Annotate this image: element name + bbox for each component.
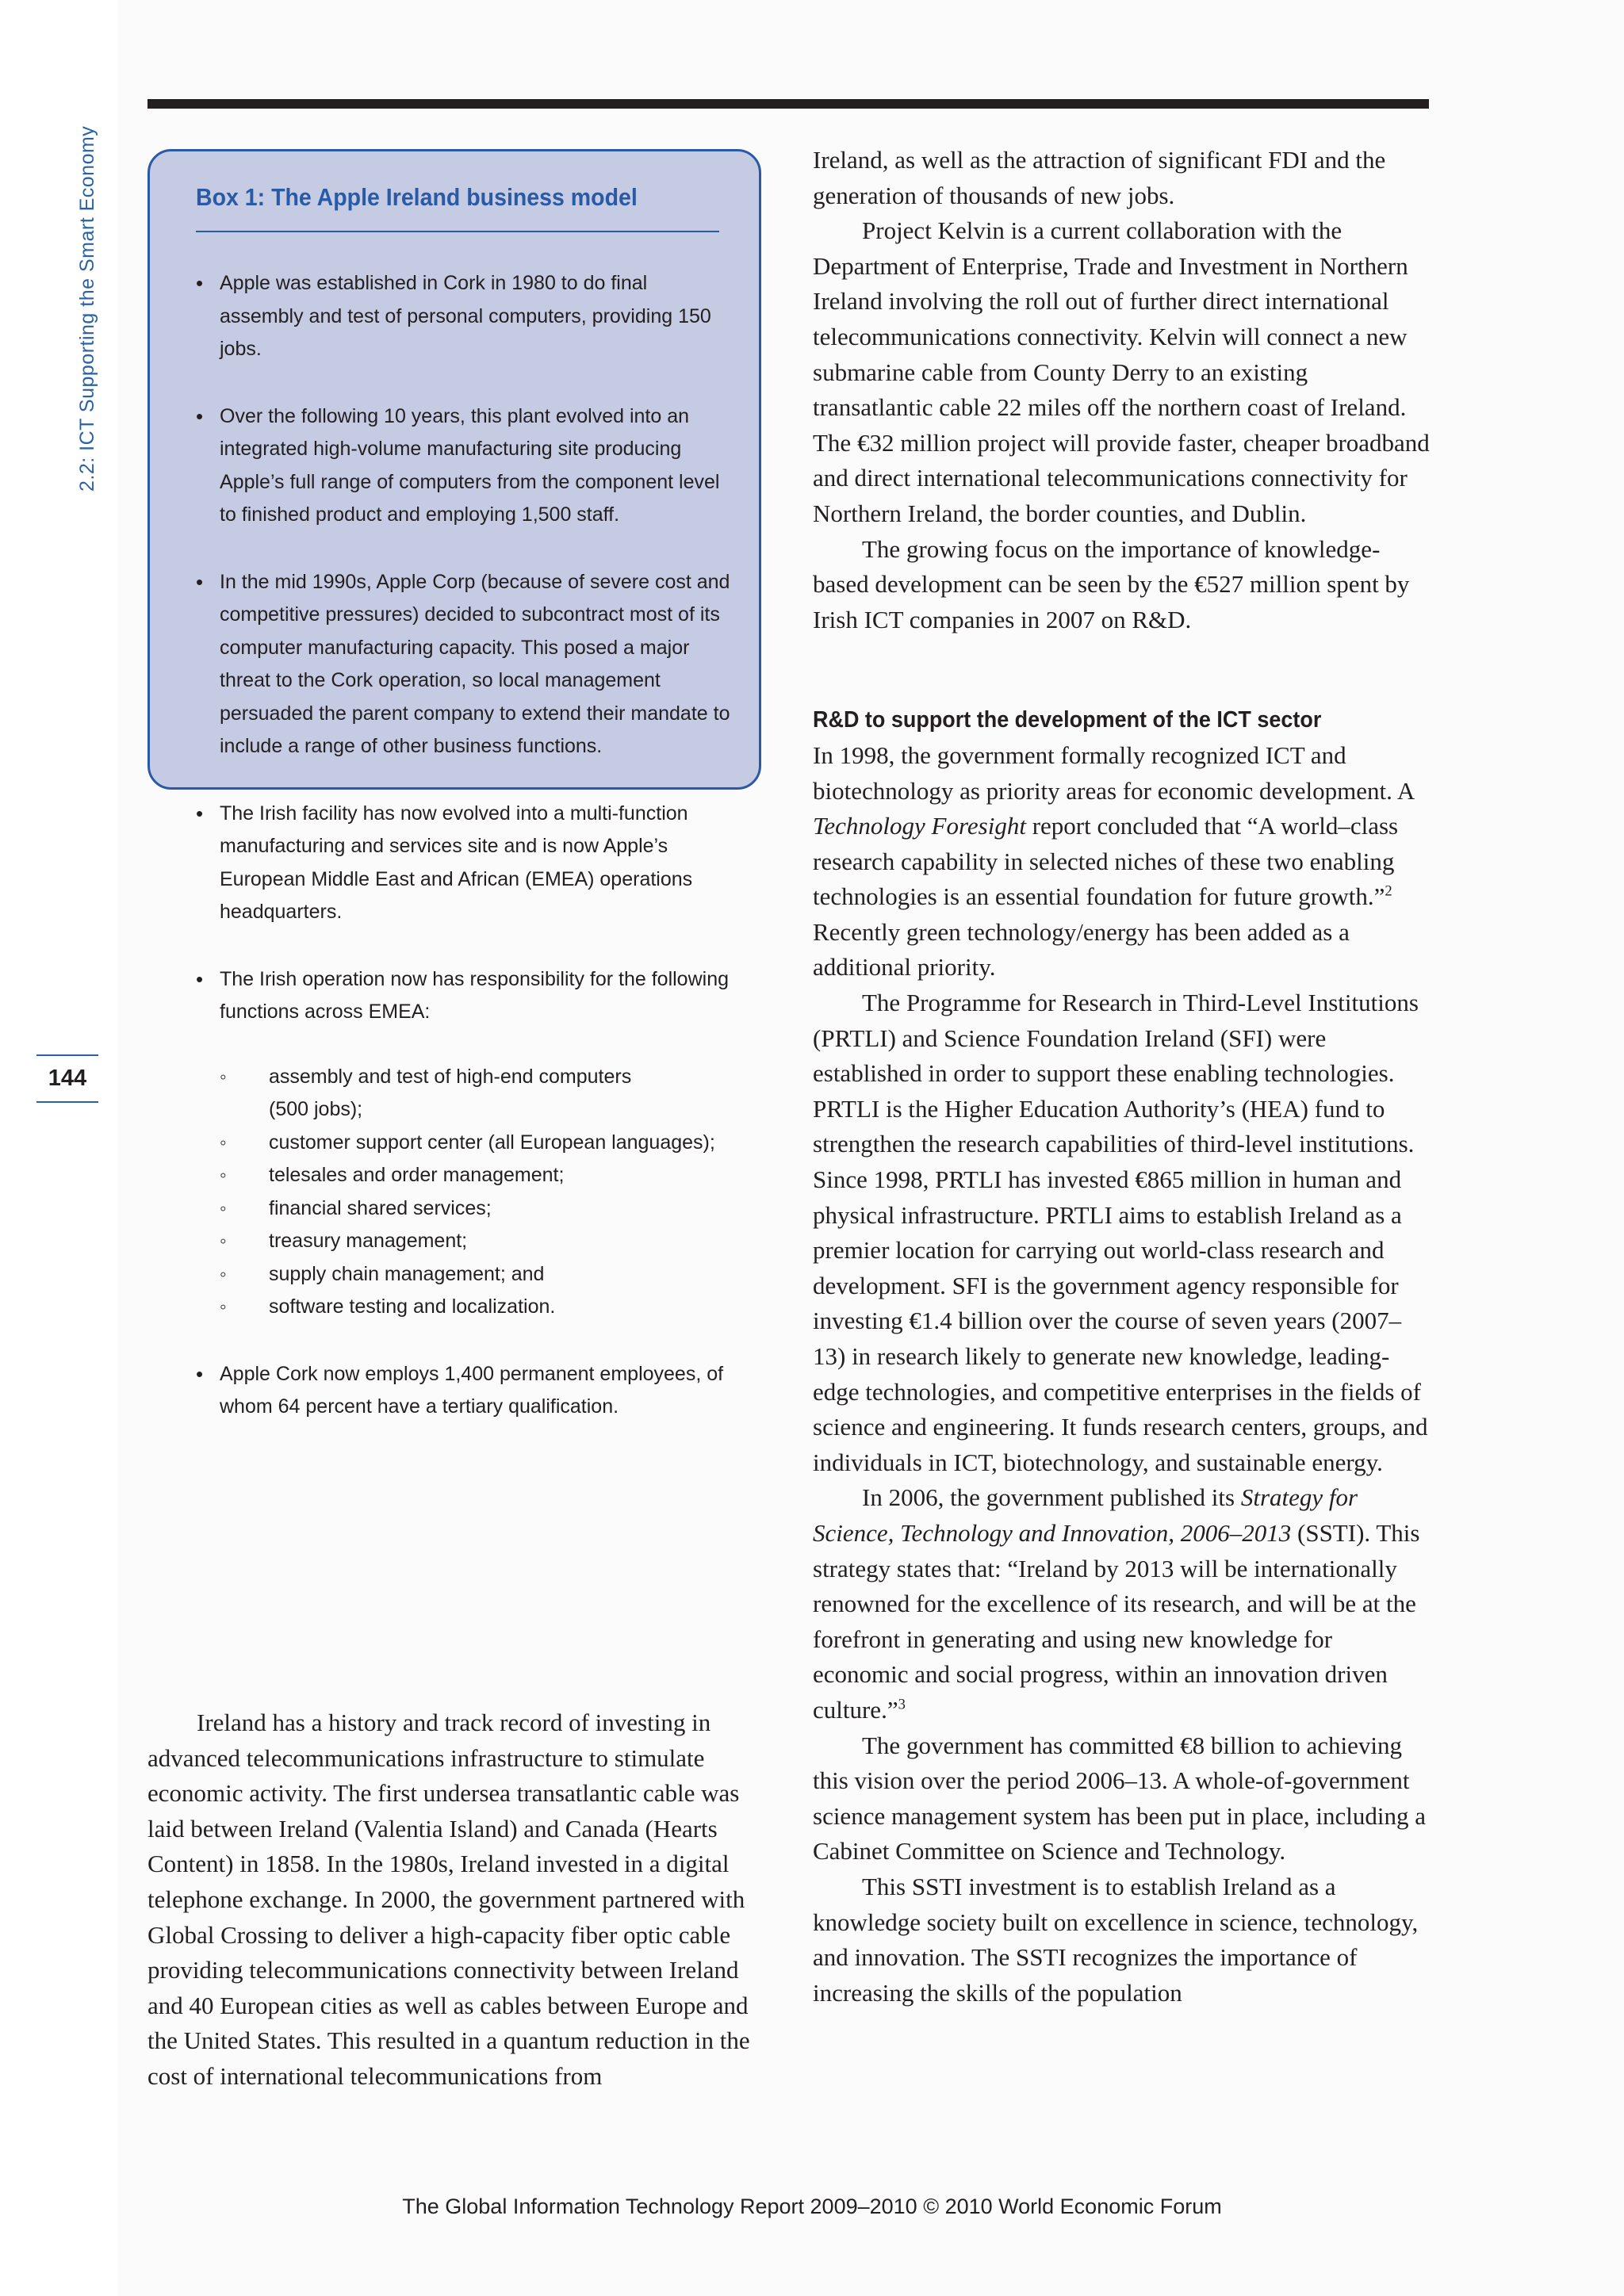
box-bullet-with-sublist xyxy=(196,963,735,1324)
box-sub-bullet: ◦ software testing and localization. xyxy=(220,1291,735,1324)
body-paragraph: The Programme for Research in Third-Level Institutions (PRTLI) and Science Foundation Ireland (SFI) were established in order to support these enabling technologies. PRTLI is the Higher Education Authority’s (HEA) fund to strengthen the research capabilities of third-level institutions. Since 1998, PRTLI has invested €865 million in human and physical infrastructure. PRTLI aims to establish Ireland as a premier location for carrying out world-class research and development. SFI is the government agency responsible for investing €1.4 billion over the course of seven years (2007–13) in research likely to generate new knowledge, leading-edge technologies, and competitive enterprises in the fields of science and engineering. It funds research centers, groups, and individuals in ICT, biotechnology, and sustainable energy. xyxy=(813,989,1428,1476)
footnote-marker: 2 xyxy=(1385,882,1392,900)
body-paragraph: Ireland has a history and track record of investing in advanced telecommunications infrastructure to stimulate economic activity. The first undersea transatlantic cable was laid between Ireland (Valentia Island) and Canada (Hearts Content) in 1858. In the 1980s, Ireland invested in a digital telephone exchange. In 2000, the government partnered with Global Crossing to deliver a high-capacity fiber optic cable providing telecommunications connectivity between Ireland and 40 European cities as well as cables between Europe and the United States. This resulted in a quantum reduction in the cost of international telecommunications from xyxy=(147,1709,750,2090)
text-run: (SSTI). This strategy states that: “Ireland by 2013 will be internationally renowned for the excellence of its research, and will be at the forefront in generating and using new knowledge for economic and social progress, within an innovation driven culture.” xyxy=(813,1518,1420,1724)
text-run: Recently green technology/energy has been added as a additional priority. xyxy=(813,917,1350,982)
text-run: In 2006, the government published its xyxy=(862,1483,1241,1512)
box-sub-bullet: ◦ supply chain management; and xyxy=(220,1258,735,1292)
body-paragraph: This SSTI investment is to establish Ireland as a knowledge society built on excellence in science, technology, and innovation. The SSTI recognizes the importance of increasing the skills of the population xyxy=(813,1872,1419,2007)
box-sub-bullet: ◦ telesales and order management; xyxy=(220,1159,735,1192)
page-footer: The Global Information Technology Report 2009–2010 © 2010 World Economic Forum xyxy=(402,2195,1222,2218)
box-bullet: • The Irish facility has now evolved into a multi-function manufacturing and services site and is now Apple’s European Middle East and African (EMEA) operations headquarters. xyxy=(196,798,735,929)
section-title-vertical: 2.2: ICT Supporting the Smart Economy xyxy=(76,125,98,492)
box-sub-bullet: ◦ customer support center (all European languages); xyxy=(220,1127,735,1160)
body-paragraph xyxy=(813,738,1431,985)
box-bullet-list xyxy=(196,267,730,1424)
text-run: In 1998, the government formally recognized ICT and biotechnology as priority areas for economic development. A xyxy=(813,740,1414,805)
box-sub-bullet: ◦ treasury management; xyxy=(220,1225,735,1258)
box-bullet: • In the mid 1990s, Apple Corp (because of severe cost and competitive pressures) decided to subcontract most of its computer manufacturing capacity. This posed a major threat to the Cork operation, so local management persuaded the parent company to extend their mandate to include a range of other business functions. xyxy=(196,566,735,763)
strategy-title-italic: Strategy for Science, Technology and Innovation, 2006–2013 xyxy=(813,1483,1358,1547)
box-sub-bullet: ◦ assembly and test of high-end computers (500 jobs); xyxy=(220,1061,642,1127)
text-run: report concluded that “A world–class research capability in selected niches of these two enabling technologies is an essential foundation for future growth.” xyxy=(813,812,1399,911)
body-paragraph: Ireland, as well as the attraction of significant FDI and the generation of thousands of new jobs. xyxy=(813,146,1386,209)
box-title-rule xyxy=(196,231,719,232)
body-paragraph: The government has committed €8 billion to achieving this vision over the period 2006–13. A whole-of-government science management system has been put in place, including a Cabinet Committee on Science and Technology. xyxy=(813,1731,1427,1866)
left-column xyxy=(147,1705,761,2095)
right-column xyxy=(813,143,1431,2011)
box-bullet-text: The Irish operation now has responsibility for the following functions across EMEA: xyxy=(220,967,730,1023)
section-heading: R&D to support the development of the ICT sector xyxy=(813,707,1322,733)
box-sub-bullet: ◦ financial shared services; xyxy=(220,1192,735,1226)
box-bullet: • Apple was established in Cork in 1980 to do final assembly and test of personal computers, providing 150 jobs. xyxy=(196,267,735,366)
body-paragraph xyxy=(813,1480,1431,1728)
top-rule xyxy=(147,99,1429,109)
box-bullet: • Apple Cork now employs 1,400 permanent employees, of whom 64 percent have a tertiary qualification. xyxy=(196,1358,735,1424)
report-title-italic: Technology Foresight xyxy=(813,812,1026,840)
box-sub-bullet-list xyxy=(220,1061,735,1324)
apple-ireland-box xyxy=(147,149,761,1418)
body-paragraph: The growing focus on the importance of knowledge-based development can be seen by the €527 million spent by Irish ICT companies in 2007 on R&D. xyxy=(813,534,1410,633)
body-paragraph: Project Kelvin is a current collaboration with the Department of Enterprise, Trade and Investment in Northern Ireland involving the roll out of further direct international telecommunications connectivity. Kelvin will connect a new submarine cable from County Derry to an existing transatlantic cable 22 miles off the northern coast of Ireland. The €32 million project will provide faster, cheaper broadband and direct international telecommunications connectivity for Northern Ireland, the border counties, and Dublin. xyxy=(813,216,1430,527)
page-number: 144 xyxy=(36,1054,98,1103)
box-title: Box 1: The Apple Ireland business model xyxy=(196,183,638,211)
box-bullet: • Over the following 10 years, this plant evolved into an integrated high-volume manufacturing site producing Apple’s full range of computers from the component level to finished product and employing 1,500 staff. xyxy=(196,400,735,532)
footnote-marker: 3 xyxy=(898,1696,906,1713)
